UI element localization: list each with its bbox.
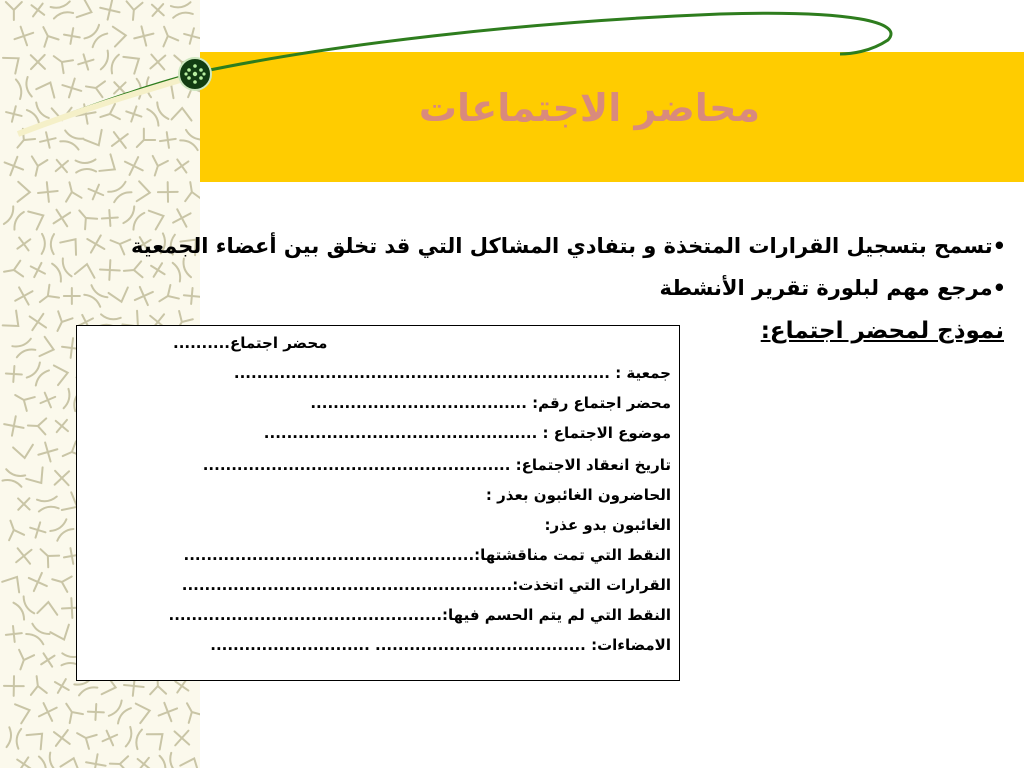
pattern-motif xyxy=(173,209,190,226)
form-line: محضر اجتماع رقم: ...................................... xyxy=(310,394,671,412)
pattern-motif xyxy=(28,520,48,540)
pattern-motif xyxy=(73,726,97,749)
pattern-motif xyxy=(133,753,156,768)
pattern-motif xyxy=(149,207,167,230)
pattern-motif xyxy=(50,572,72,592)
page-title: محاضر الاجتماعات xyxy=(418,86,760,130)
pattern-motif xyxy=(16,548,31,563)
pattern-motif xyxy=(60,755,83,768)
pattern-motif xyxy=(50,519,73,540)
pattern-motif xyxy=(15,287,32,304)
pattern-motif xyxy=(123,261,142,279)
form-line: موضوع الاجتماع : ................................................ xyxy=(263,424,671,442)
pattern-motif xyxy=(52,258,72,281)
pattern-motif xyxy=(4,416,23,435)
pattern-motif xyxy=(27,727,50,750)
pattern-motif xyxy=(50,625,73,644)
bullet-item: •تسمح بتسجيل القرارات المتخذة و بتفادي المشاكل التي قد تخلق بين أعضاء الجمعية xyxy=(130,234,1006,258)
pattern-motif xyxy=(73,205,97,229)
pattern-motif xyxy=(173,259,191,282)
meeting-form-box xyxy=(76,325,680,681)
pattern-motif xyxy=(27,417,46,434)
pattern-motif xyxy=(180,699,200,723)
pattern-motif xyxy=(126,727,142,749)
pattern-motif xyxy=(136,701,152,723)
pattern-motif xyxy=(5,365,22,382)
pattern-motif xyxy=(29,675,47,695)
pattern-motif xyxy=(30,314,46,330)
form-line: جمعية : .................................................................. xyxy=(233,364,671,382)
pattern-motif xyxy=(39,703,57,721)
pattern-motif xyxy=(39,753,57,768)
pattern-motif xyxy=(147,726,169,749)
pattern-motif xyxy=(75,262,97,278)
pattern-motif xyxy=(15,701,33,724)
pattern-motif xyxy=(27,259,49,281)
pattern-motif xyxy=(42,234,54,254)
pattern-motif xyxy=(54,210,71,227)
form-heading: نموذج لمحضر اجتماع: xyxy=(760,318,1004,344)
form-line: تاريخ انعقاد الاجتماع: ...................................................... xyxy=(202,456,671,474)
pattern-motif xyxy=(108,233,131,255)
pattern-motif xyxy=(159,703,177,721)
form-line: القرارات التي اتخذت:.......................................................... xyxy=(181,576,671,594)
pattern-motif xyxy=(3,518,24,540)
pattern-motif xyxy=(37,649,59,671)
pattern-motif xyxy=(26,624,49,645)
pattern-motif xyxy=(28,206,47,229)
pattern-motif xyxy=(12,339,35,358)
pattern-motif xyxy=(180,755,200,768)
pattern-motif xyxy=(27,363,49,386)
pattern-motif xyxy=(2,572,25,593)
pattern-motif xyxy=(13,753,35,768)
pattern-motif xyxy=(26,467,49,488)
pattern-motif xyxy=(155,285,179,308)
pattern-motif xyxy=(51,415,74,438)
pattern-motif xyxy=(99,727,120,748)
pattern-motif xyxy=(7,727,22,748)
pattern-motif xyxy=(29,573,47,591)
pattern-motif xyxy=(13,233,35,255)
pattern-motif xyxy=(38,442,57,461)
pattern-motif xyxy=(13,445,34,460)
pattern-motif xyxy=(5,625,23,643)
swoosh-highlight xyxy=(18,80,180,134)
pattern-motif xyxy=(135,287,153,305)
pattern-motif xyxy=(110,756,129,768)
pattern-motif xyxy=(55,471,69,485)
pattern-motif xyxy=(51,675,73,697)
pattern-motif xyxy=(86,754,105,768)
pattern-motif xyxy=(84,285,107,307)
pattern-motif xyxy=(64,288,80,304)
pattern-motif xyxy=(100,260,120,280)
pattern-motif xyxy=(39,337,56,359)
pattern-motif xyxy=(160,753,176,768)
pattern-motif xyxy=(13,650,34,672)
pattern-motif xyxy=(87,235,104,252)
pattern-motif xyxy=(147,259,169,281)
pattern-motif xyxy=(54,363,70,385)
bullet-item: •مرجع مهم لبلورة تقرير الأنشطة xyxy=(659,276,1006,300)
form-line: النقط التي تمت مناقشتها:................................................... xyxy=(183,546,671,564)
form-line: الامضاءات: ..................................... ............................ xyxy=(210,636,671,654)
pattern-motif xyxy=(3,261,24,280)
pattern-motif xyxy=(37,601,58,615)
pattern-motif xyxy=(101,209,118,226)
form-line: النقط التي لم يتم الحسم فيها:................................................ xyxy=(168,606,671,624)
form-line: الحاضرون الغائبون بعذر : xyxy=(485,486,671,504)
pattern-motif xyxy=(3,311,25,334)
pattern-motif xyxy=(123,206,144,229)
form-line: الغائبون بدو عذر: xyxy=(544,516,671,534)
pattern-motif xyxy=(37,390,58,411)
pattern-motif xyxy=(37,497,59,512)
pattern-motif xyxy=(13,493,36,516)
pattern-motif xyxy=(35,543,59,567)
pattern-motif xyxy=(60,699,83,723)
pattern-motif xyxy=(11,388,35,411)
pattern-motif xyxy=(60,233,83,255)
pattern-motif xyxy=(109,700,131,723)
pattern-motif xyxy=(54,730,70,746)
form-header: محضر اجتماع.......... xyxy=(173,334,328,352)
pattern-motif xyxy=(109,287,132,304)
pattern-motif xyxy=(50,311,72,334)
pattern-motif xyxy=(35,285,59,309)
pattern-motif xyxy=(13,596,34,619)
pattern-motif xyxy=(87,704,104,721)
pattern-motif xyxy=(183,287,200,304)
pattern-motif xyxy=(4,206,24,229)
pattern-motif xyxy=(174,731,189,746)
pattern-motif xyxy=(2,469,25,487)
pattern-motif xyxy=(4,676,24,696)
